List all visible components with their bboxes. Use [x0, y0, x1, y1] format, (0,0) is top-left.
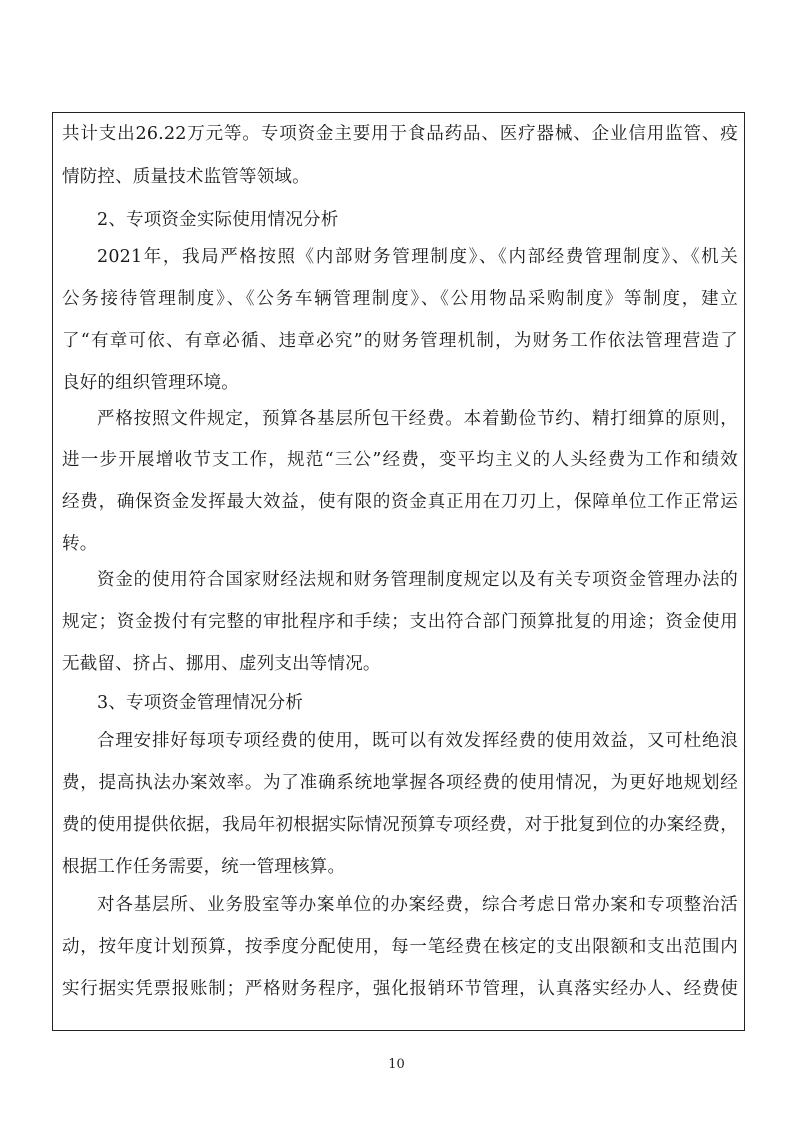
text-line: 规定；资金拨付有完整的审批程序和手续；支出符合部门预算批复的用途；资金使用 — [62, 612, 738, 632]
text-line: 对各基层所、业务股室等办案单位的办案经费，综合考虑日常办案和专项整治活 — [97, 895, 738, 915]
text-line: 实行据实凭票报账制；严格财务程序，强化报销环节管理，认真落实经办人、经费使 — [62, 979, 738, 999]
text-line: 进一步开展增收节支工作，规范“三公”经费，变平均主义的人头经费为工作和绩效 — [62, 450, 738, 470]
text-line: 共计支出26.22万元等。专项资金主要用于食品药品、医疗器械、企业信用监管、疫 — [62, 124, 738, 144]
text-line: 转。 — [62, 534, 98, 554]
section-heading: 3、专项资金管理情况分析 — [97, 693, 304, 713]
text-line: 动，按年度计划预算，按季度分配使用，每一笔经费在核定的支出限额和支出范围内 — [62, 937, 738, 957]
text-line: 合理安排好每项专项经费的使用，既可以有效发挥经费的使用效益，又可杜绝浪 — [97, 731, 738, 751]
text-line: 严格按照文件规定，预算各基层所包干经费。本着勤俭节约、精打细算的原则， — [97, 409, 738, 429]
text-line: 费的使用提供依据，我局年初根据实际情况预算专项经费，对于批复到位的办案经费， — [62, 815, 738, 835]
text-line: 费，提高执法办案效率。为了准确系统地掌握各项经费的使用情况，为更好地规划经 — [62, 773, 738, 793]
text-line: 了“有章可依、有章必循、违章必究”的财务管理机制，为财务工作依法管理营造了 — [62, 331, 738, 351]
page-number: 10 — [388, 1057, 405, 1072]
text-line: 资金的使用符合国家财经法规和财务管理制度规定以及有关专项资金管理办法的 — [97, 570, 738, 590]
text-line: 无截留、挤占、挪用、虚列支出等情况。 — [62, 654, 381, 674]
text-line: 良好的组织管理环境。 — [62, 373, 239, 393]
text-line: 公务接待管理制度》、《公务车辆管理制度》、《公用物品采购制度》等制度，建立 — [62, 289, 738, 309]
text-line: 根据工作任务需要，统一管理核算。 — [62, 857, 346, 877]
text-line: 情防控、质量技术监管等领域。 — [62, 167, 310, 187]
text-line: 经费，确保资金发挥最大效益，使有限的资金真正用在刀刃上，保障单位工作正常运 — [62, 492, 738, 512]
section-heading: 2、专项资金实际使用情况分析 — [97, 210, 339, 230]
text-line: 2021年，我局严格按照《内部财务管理制度》、《内部经费管理制度》、《机关 — [97, 247, 738, 267]
